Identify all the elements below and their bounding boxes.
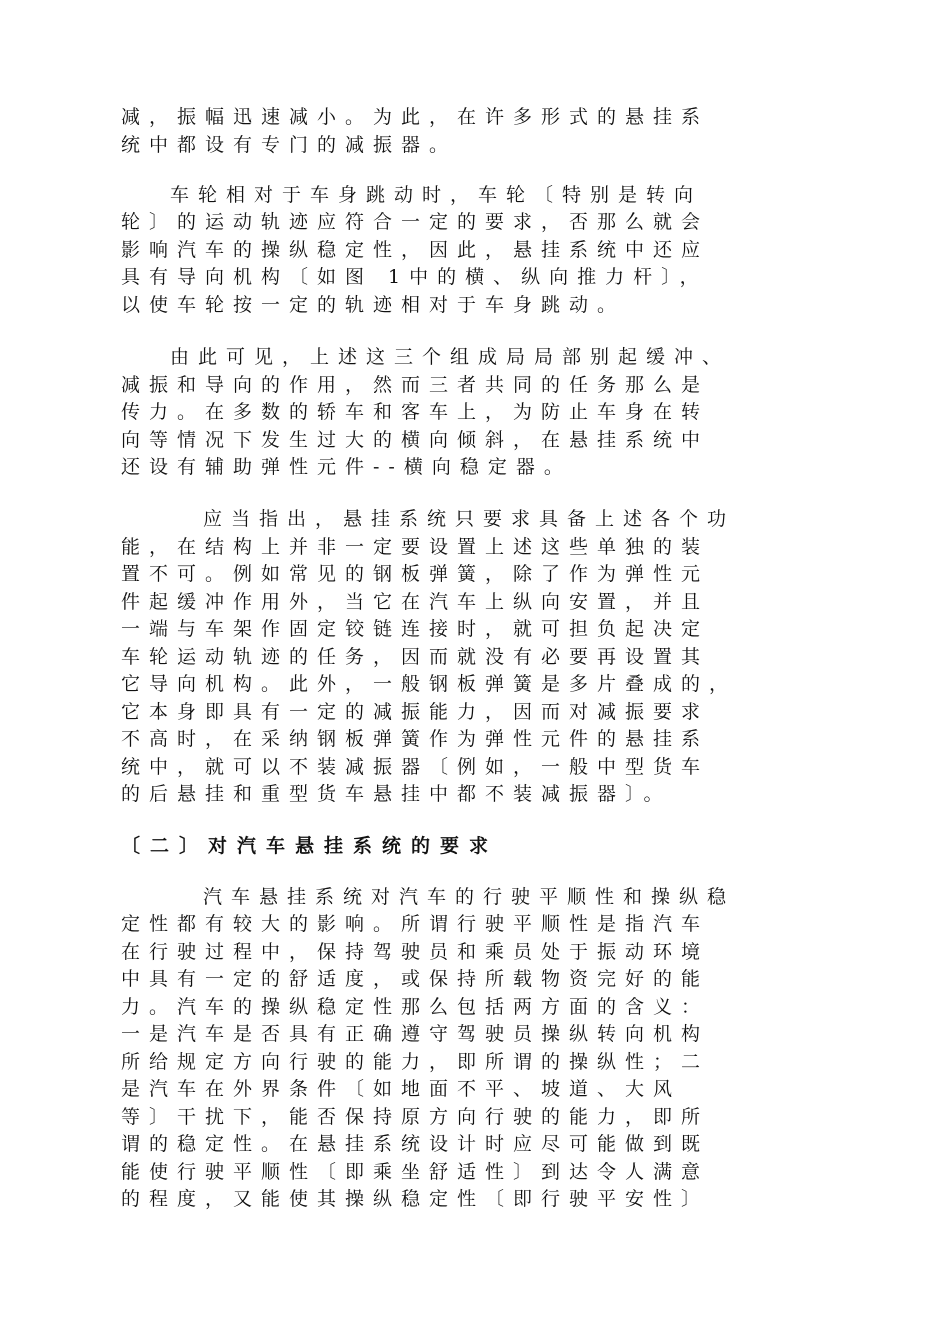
- paragraph-line: 是汽车在外界条件〔如地面不平、坡道、大风: [121, 1078, 682, 1100]
- paragraph-line: 它本身即具有一定的减振能力，因而对减振要求: [121, 701, 710, 723]
- paragraph-line: 统中，就可以不装减振器〔例如，一般中型货车: [121, 756, 710, 778]
- paragraph-line: 能使行驶平顺性〔即乘坐舒适性〕到达令人满意: [121, 1161, 710, 1183]
- paragraph-line: 传力。在多数的轿车和客车上，为防止车身在转: [121, 401, 710, 423]
- paragraph-line: 所给规定方向行驶的能力，即所谓的操纵性；二: [121, 1051, 710, 1073]
- paragraph-line: 减，振幅迅速减小。为此，在许多形式的悬挂系: [121, 106, 710, 128]
- paragraph-line: 以使车轮按一定的轨迹相对于车身跳动。: [121, 294, 626, 316]
- paragraph-line: 一端与车架作固定铰链连接时，就可担负起决定: [121, 618, 710, 640]
- paragraph-line: 减振和导向的作用，然而三者共同的任务那么是: [121, 374, 710, 396]
- paragraph-line: 具有导向机构〔如图 1中的横、纵向推力杆〕，: [121, 266, 708, 288]
- paragraph-line: 在行驶过程中，保持驾驶员和乘员处于振动环境: [121, 941, 710, 963]
- paragraph-line: 一是汽车是否具有正确遵守驾驶员操纵转向机构: [121, 1023, 710, 1045]
- paragraph-line: 轮〕的运动轨迹应符合一定的要求，否那么就会: [121, 211, 710, 233]
- paragraph-line: 的程度，又能使其操纵稳定性〔即行驶平安性〕: [121, 1188, 710, 1210]
- paragraph-line: 不高时，在采纳钢板弹簧作为弹性元件的悬挂系: [121, 728, 710, 750]
- paragraph-line: 汽车悬挂系统对汽车的行驶平顺性和操纵稳: [203, 886, 736, 908]
- paragraph-line: 影响汽车的操纵稳定性，因此，悬挂系统中还应: [121, 239, 710, 261]
- paragraph-line: 置不可。例如常见的钢板弹簧，除了作为弹性元: [121, 563, 710, 585]
- paragraph-line: 还设有辅助弹性元件--横向稳定器。: [121, 456, 572, 478]
- paragraph-line: 等〕干扰下，能否保持原方向行驶的能力，即所: [121, 1106, 710, 1128]
- paragraph-line: 向等情况下发生过大的横向倾斜，在悬挂系统中: [121, 429, 710, 451]
- paragraph-line: 能，在结构上并非一定要设置上述这些单独的装: [121, 536, 710, 558]
- paragraph-line: 车轮相对于车身跳动时，车轮〔特别是转向: [170, 184, 703, 206]
- paragraph-line: 力。汽车的操纵稳定性那么包括两方面的含义：: [121, 996, 710, 1018]
- section-heading: 〔二〕对汽车悬挂系统的要求: [121, 835, 499, 857]
- paragraph-line: 件起缓冲作用外，当它在汽车上纵向安置，并且: [121, 591, 710, 613]
- paragraph-line: 定性都有较大的影响。所谓行驶平顺性是指汽车: [121, 913, 710, 935]
- paragraph-line: 应当指出，悬挂系统只要求具备上述各个功: [203, 508, 736, 530]
- paragraph-line: 谓的稳定性。在悬挂系统设计时应尽可能做到既: [121, 1133, 710, 1155]
- paragraph-line: 它导向机构。此外，一般钢板弹簧是多片叠成的，: [121, 673, 738, 695]
- paragraph-line: 的后悬挂和重型货车悬挂中都不装减振器〕。: [121, 783, 672, 805]
- paragraph-line: 中具有一定的舒适度，或保持所载物资完好的能: [121, 968, 710, 990]
- paragraph-line: 统中都设有专门的减振器。: [121, 134, 458, 156]
- paragraph-line: 车轮运动轨迹的任务，因而就没有必要再设置其: [121, 646, 710, 668]
- paragraph-line: 由此可见，上述这三个组成局局部别起缓冲、: [170, 346, 731, 368]
